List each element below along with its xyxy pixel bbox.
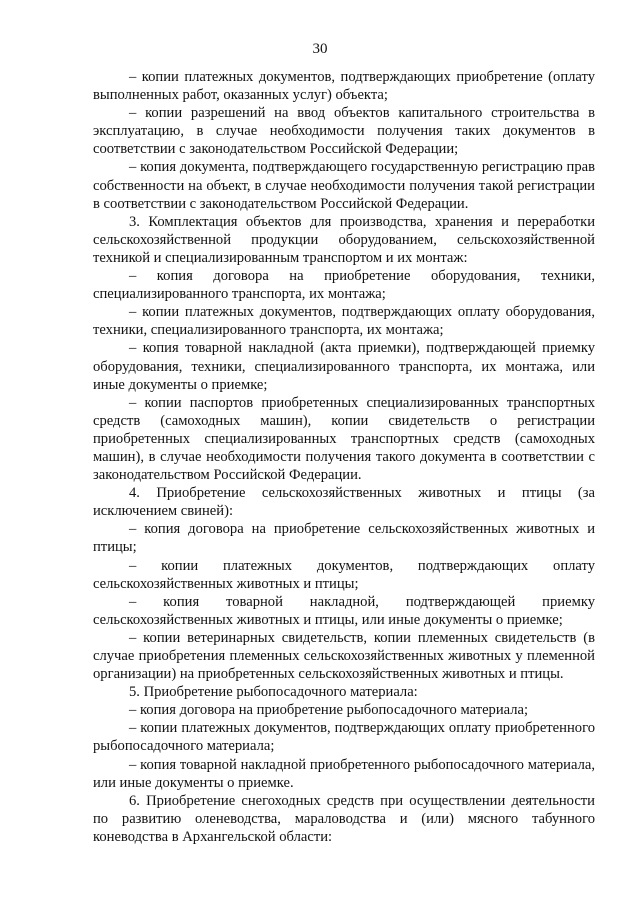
paragraph: – копии платежных документов, подтверждающих оплату сельскохозяйственных животных и птицы; [93, 557, 595, 592]
paragraph: – копия товарной накладной приобретенного рыбопосадочного материала, или иные документы о приемке. [93, 756, 595, 791]
section-heading-paragraph: 5. Приобретение рыбопосадочного материала: [129, 684, 418, 701]
section-heading-paragraph: 6. Приобретение снегоходных средств при осуществлении деятельности по развитию оленеводства, мараловодства и (или) мясного табунного коневодства в Архангельской области: [93, 792, 595, 845]
paragraph: – копия договора на приобретение рыбопосадочного материала; [129, 702, 529, 719]
paragraph: – копия договора на приобретение сельскохозяйственных животных и птицы; [93, 521, 595, 556]
section-heading-paragraph: 4. Приобретение сельскохозяйственных животных и птицы (за исключением свиней): [93, 485, 595, 520]
document-body [93, 68, 595, 846]
paragraph: – копия товарной накладной, подтверждающей приемку сельскохозяйственных животных и птицы, или иные документы о приемке; [93, 593, 595, 628]
paragraph: – копия документа, подтверждающего государственную регистрацию прав собственности на объект, в случае необходимости получения такой регистрации в соответствии с законодательством Российской Федерации. [93, 159, 595, 212]
paragraph: – копии платежных документов, подтверждающих оплату приобретенного рыбопосадочного материала; [93, 720, 595, 755]
paragraph: – копии платежных документов, подтверждающих приобретение (оплату выполненных работ, оказанных услуг) объекта; [93, 69, 595, 104]
paragraph: – копии платежных документов, подтверждающих оплату оборудования, техники, специализированного транспорта, их монтажа; [93, 304, 595, 339]
paragraph: – копии разрешений на ввод объектов капитального строительства в эксплуатацию, в случае необходимости получения таких документов в соответствии с законодательством Российской Федерации; [93, 105, 595, 158]
paragraph: – копия договора на приобретение оборудования, техники, специализированного транспорта, их монтажа; [93, 268, 595, 303]
paragraph: – копии ветеринарных свидетельств, копии племенных свидетельств (в случае приобретения племенных сельскохозяйственных животных у племенной организации) на приобретенных сельскохозяйственных животных и птицы. [93, 629, 595, 683]
section-heading-paragraph: 3. Комплектация объектов для производства, хранения и переработки сельскохозяйственной продукции оборудованием, сельскохозяйственной техникой и специализированным транспортом и их монтаж: [93, 213, 595, 266]
page-number: 30 [312, 41, 328, 57]
paragraph: – копия товарной накладной (акта приемки), подтверждающей приемку оборудования, техники, специализированного транспорта, их монтажа, или иные документы о приемке; [93, 340, 595, 393]
paragraph: – копии паспортов приобретенных специализированных транспортных средств (самоходных машин), копии свидетельств о регистрации приобретенных специализированных транспортных средств (самоходных машин), в случае необходимости получения такого документа в соответствии с законодательством Российской Федерации. [93, 394, 595, 484]
